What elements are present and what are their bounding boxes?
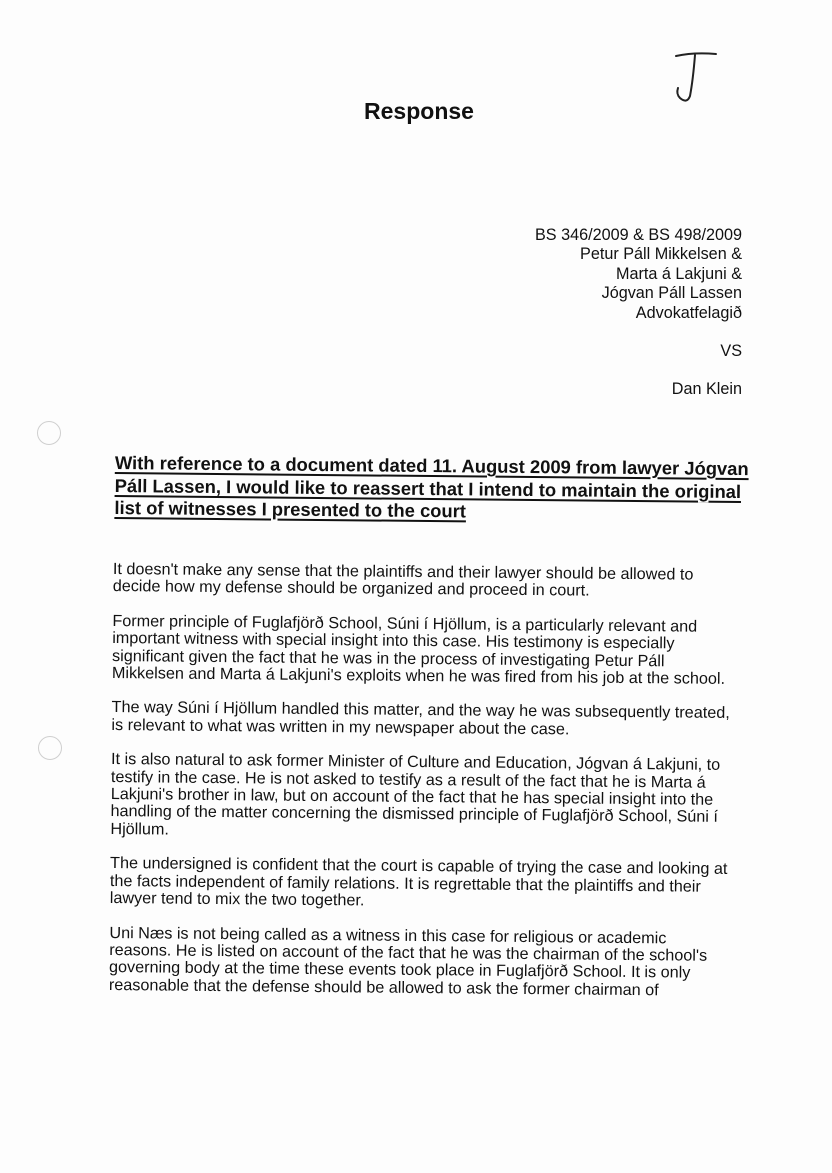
punch-hole-mark <box>38 736 62 760</box>
plaintiff-line: Marta á Lakjuni & <box>616 264 742 283</box>
paragraph: It is also natural to ask former Minister of Culture and Education, Jógvan á Lakjuni, to testify in the case. He is not asked to testify as a result of the fact that he is Marta á Lakjuni's brother in law, but on account of the fact that he has special insight into the handling of the matter concerning the dismissed principle of Fuglafjörð School, Súni í Hjöllum. <box>110 750 721 839</box>
plaintiff-line: Jógvan Páll Lassen <box>601 284 742 303</box>
paragraph: It doesn't make any sense that the plaintiffs and their lawyer should be allowed to decide how my defense should be organized and proceed in court. <box>112 560 694 600</box>
versus-label: VS <box>720 342 742 361</box>
defendant-name: Dan Klein <box>671 380 742 399</box>
section-heading: With reference to a document dated 11. August 2009 from lawyer Jógvan Páll Lassen, I would like to reassert that I intend to maintain the original list of witnesses I presented to the court <box>114 452 749 522</box>
paragraph: The undersigned is confident that the court is capable of trying the case and looking at the facts independent of family relations. It is regrettable that the plaintiffs and their lawyer tend to mix the two together. <box>109 854 728 910</box>
paragraph: Uni Næs is not being called as a witness in this case for religious or academic reasons. He is listed on account of the fact that he was the chairman of the school's governing body at the time these events took place in Fuglafjörð School. It is only reasonable that the defense should be allowed to ask the former chairman of <box>108 923 708 999</box>
plaintiff-line: Advokatfelagið <box>635 303 742 322</box>
page-title: Response <box>364 98 474 124</box>
paragraph: The way Súni í Hjöllum handled this matter, and the way he was subsequently treated, is relevant to what was written in my newspaper about the case. <box>111 698 730 739</box>
plaintiff-line: Petur Páll Mikkelsen & <box>580 245 742 264</box>
body-text <box>109 561 733 1017</box>
case-numbers: BS 346/2009 & BS 498/2009 <box>534 226 742 244</box>
paragraph: Former principle of Fuglafjörð School, Súni í Hjöllum, is a particularly relevant and important witness with special insight into this case. His testimony is especially significant given the fact that he was in the process of investigating Petur Páll Mikkelsen and Marta á Lakjuni's exploits when he was fired from his job at the school. <box>111 611 726 688</box>
case-info-block <box>535 226 742 400</box>
punch-hole-mark <box>37 421 61 445</box>
